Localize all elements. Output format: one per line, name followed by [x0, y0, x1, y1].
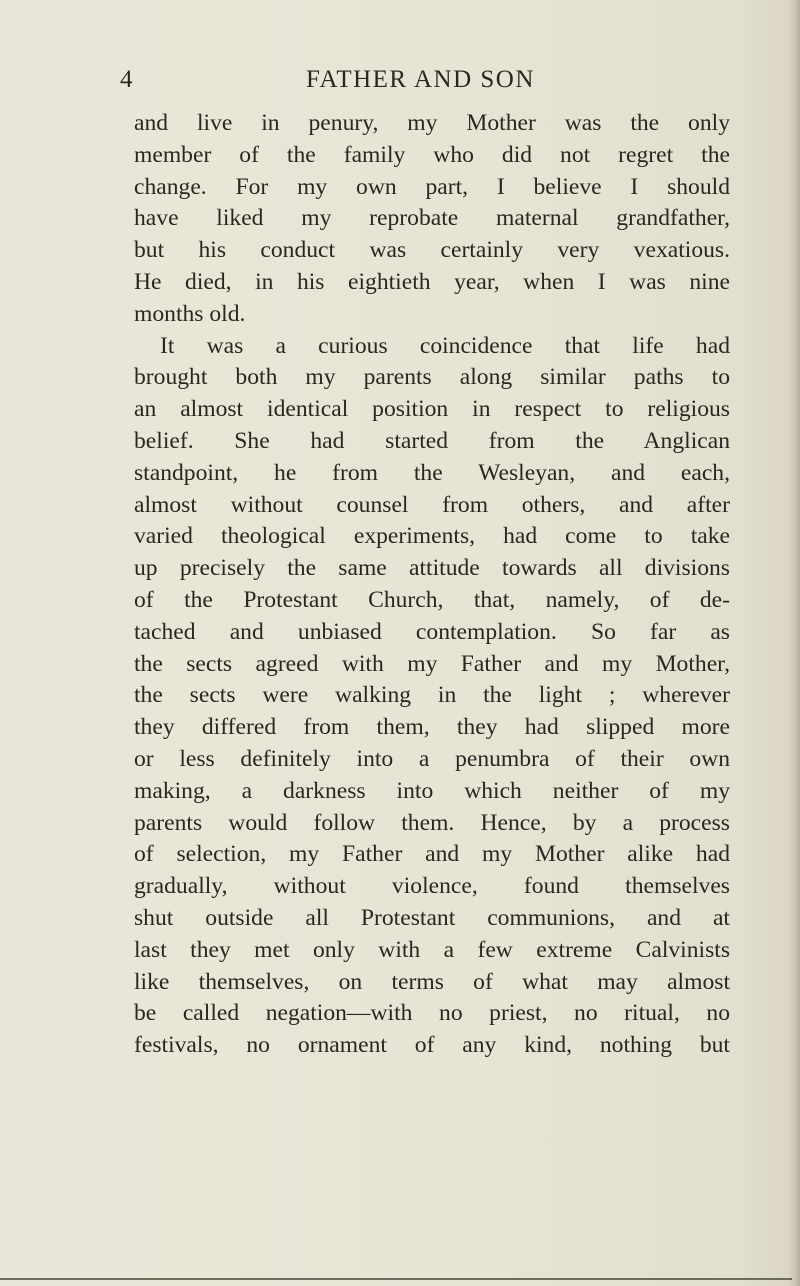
text-line: festivals, no ornament of any kind, nothing but — [134, 1032, 730, 1059]
text-line: making, a darkness into which neither of my — [134, 777, 730, 804]
text-line: brought both my parents along similar paths to — [134, 364, 730, 391]
text-line: an almost identical position in respect to religious — [134, 396, 730, 423]
text-line: change. For my own part, I believe I should — [134, 173, 730, 200]
text-line: tached and unbiased contemplation. So far as — [134, 618, 730, 645]
text-line: or less definitely into a penumbra of their own — [134, 745, 730, 772]
text-line: they differed from them, they had slipped more — [134, 714, 730, 741]
text-line: the sects agreed with my Father and my Mother, — [134, 650, 730, 677]
text-line: have liked my reprobate maternal grandfather, — [134, 205, 730, 232]
page-header — [0, 66, 800, 100]
text-line: the sects were walking in the light ; wherever — [134, 682, 730, 709]
text-line: and live in penury, my Mother was the only — [134, 110, 730, 136]
page-number: 4 — [120, 66, 133, 93]
text-line: standpoint, he from the Wesleyan, and each, — [134, 459, 730, 486]
text-line: shut outside all Protestant communions, and at — [134, 904, 730, 931]
text-line: of selection, my Father and my Mother alike had — [134, 841, 730, 868]
text-line: almost without counsel from others, and after — [134, 491, 730, 518]
bottom-border — [0, 1278, 792, 1280]
text-line: gradually, without violence, found themselves — [134, 873, 730, 900]
text-line: member of the family who did not regret the — [134, 141, 730, 168]
body-text — [134, 108, 730, 1062]
text-line: varied theological experiments, had come to take — [134, 523, 730, 550]
text-line: up precisely the same attitude towards all divisions — [134, 555, 730, 582]
text-line: but his conduct was certainly very vexatious. — [134, 237, 730, 264]
text-line: He died, in his eightieth year, when I was nine — [134, 268, 730, 295]
running-title: FATHER AND SON — [306, 66, 535, 93]
text-line: It was a curious coincidence that life had — [160, 332, 730, 359]
text-line: months old. — [134, 300, 246, 327]
text-line: parents would follow them. Hence, by a process — [134, 809, 730, 836]
text-line: last they met only with a few extreme Calvinists — [134, 936, 730, 963]
page-edge-shadow — [788, 0, 800, 1286]
text-line: belief. She had started from the Anglican — [134, 427, 730, 454]
text-line: like themselves, on terms of what may almost — [134, 968, 730, 995]
text-line: of the Protestant Church, that, namely, of de- — [134, 586, 730, 613]
text-line: be called negation—with no priest, no ritual, no — [134, 1000, 730, 1027]
